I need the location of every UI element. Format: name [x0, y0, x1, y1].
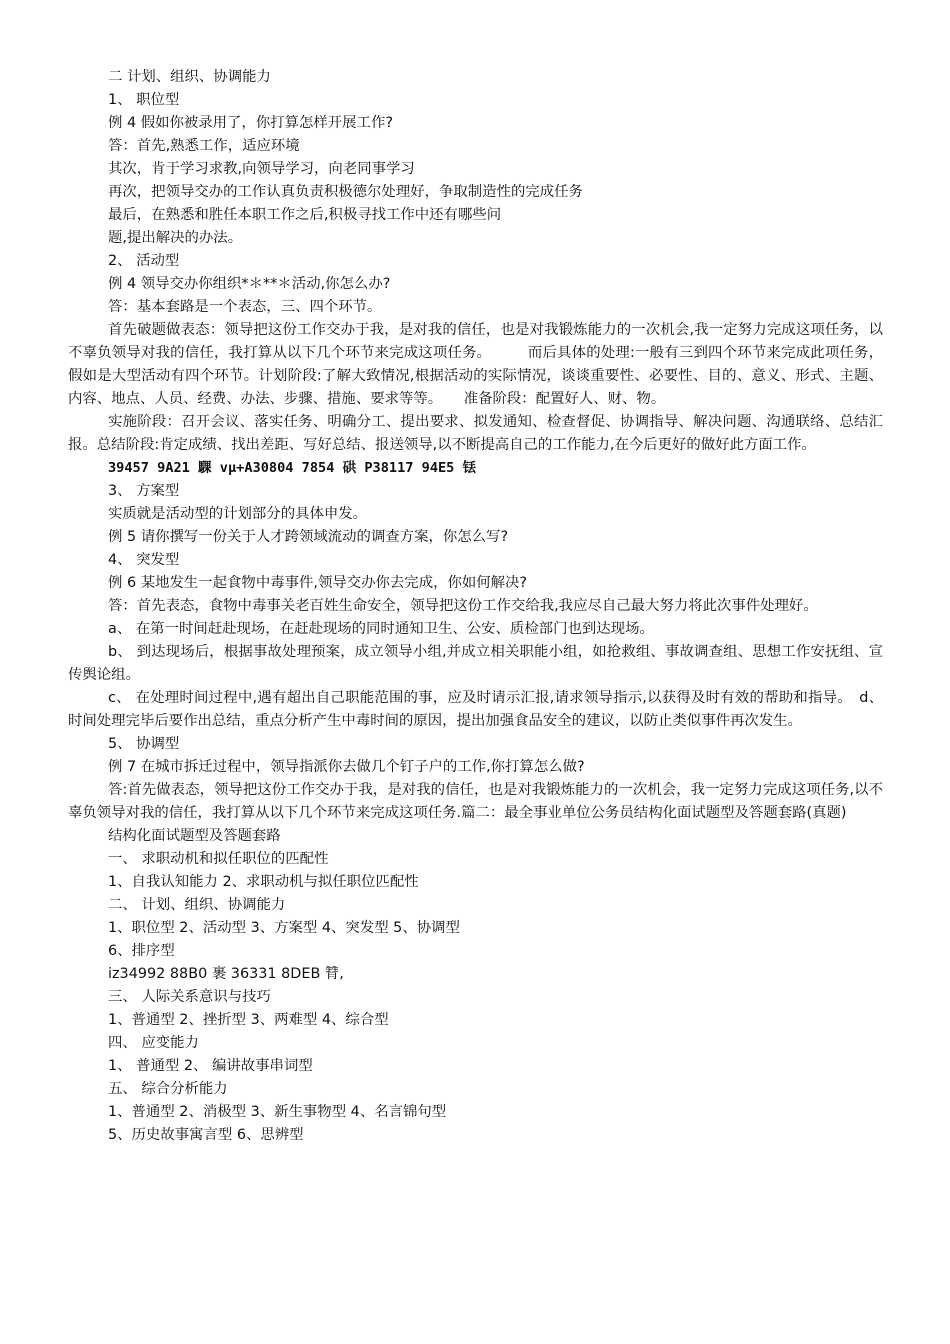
paragraph-coordination-answer: 答:首先做表态，领导把这份工作交办于我，是对我的信任，也是对我锻炼能力的一次机会，我一定努力完成这项任务,以不辜负领导对我的信任，我打算从以下几个环节来完成这项任务.篇二：最全事业单位公务员结构化面试题型及答题套路(真题) [68, 782, 883, 821]
paragraph-implementation: 实施阶段：召开会议、落实任务、明确分工、提出要求、拟发通知、检查督促、协调指导、解决问题、沟通联络、总结汇报。总结阶段:肯定成绩、找出差距、写好总结、报送领导,以不断提高自己的工作能力,在今后更好的做好此方面工作。 [68, 414, 883, 453]
list-item-b: b、 到达现场后，根据事故处理预案，成立领导小组,并成立相关职能小组，如抢救组、事故调查组、思想工作安抚组、宣传舆论组。 [68, 644, 883, 683]
example-6-question: 例 6 某地发生一起食物中毒事件,领导交办你去完成，你如何解决? [108, 575, 528, 591]
section-3-heading: 三、 人际关系意识与技巧 [108, 989, 271, 1005]
section-1-heading: 一、 求职动机和拟任职位的匹配性 [108, 851, 329, 867]
garbled-code-line: 39457 9A21 騍 vμ+A30804 7854 硔 P38117 94E5 铥 [108, 460, 477, 476]
example-7-question: 例 7 在城市拆迁过程中，领导指派你去做几个钉子户的工作,你打算怎么做? [108, 759, 585, 775]
garbled-code-line-2: iz34992 88B0 裹 36331 8DEB 甧, [108, 966, 344, 982]
answer-line-last: 最后，在熟悉和胜任本职工作之后,积极寻找工作中还有哪些问 [108, 207, 502, 223]
section-4-items: 1、 普通型 2、 编讲故事串词型 [108, 1058, 313, 1074]
section-title-structured-interview: 结构化面试题型及答题套路 [108, 828, 281, 844]
section-2-items-cont: 6、排序型 [108, 943, 175, 959]
subheading-plan-type: 3、 方案型 [108, 483, 180, 499]
example-4-question: 例 4 假如你被录用了，你打算怎样开展工作? [108, 115, 393, 131]
heading-plan-organize: 二 计划、组织、协调能力 [108, 69, 271, 85]
example-4-activity-question: 例 4 领导交办你组织*＊**＊活动,你怎么办? [108, 276, 391, 292]
answer-line-first: 答：首先,熟悉工作，适应环境 [108, 138, 300, 154]
document-page [68, 66, 883, 1147]
list-item-c-d: c、 在处理时间过程中,遇有超出自己职能范围的事，应及时请示汇报,请求领导指示,以获得及时有效的帮助和指导。 d、 时间处理完毕后要作出总结，重点分析产生中毒时间的原因，提出加强食品安全的建议，以防止类似事件再次发生。 [68, 690, 883, 729]
example-5-question: 例 5 请你撰写一份关于人才跨领域流动的调查方案，你怎么写? [108, 529, 509, 545]
section-5-heading: 五、 综合分析能力 [108, 1081, 228, 1097]
subheading-activity-type: 2、 活动型 [108, 253, 180, 269]
subheading-emergency-type: 4、 突发型 [108, 552, 180, 568]
section-4-heading: 四、 应变能力 [108, 1035, 199, 1051]
answer-line-last-cont: 题,提出解决的办法。 [108, 230, 243, 246]
subheading-position-type: 1、 职位型 [108, 92, 180, 108]
section-3-items: 1、普通型 2、挫折型 3、两难型 4、综合型 [108, 1012, 389, 1028]
subheading-coordination-type: 5、 协调型 [108, 736, 180, 752]
paragraph-food-poisoning-answer: 答：首先表态，食物中毒事关老百姓生命安全，领导把这份工作交给我,我应尽自己最大努力将此次事件处理好。 [108, 598, 818, 614]
section-5-items-cont: 5、历史故事寓言型 6、思辨型 [108, 1127, 304, 1143]
answer-line-second: 其次，肯于学习求教,向领导学习，向老同事学习 [108, 161, 415, 177]
answer-basic-routine: 答：基本套路是一个表态，三、四个环节。 [108, 299, 382, 315]
section-2-items: 1、职位型 2、活动型 3、方案型 4、突发型 5、协调型 [108, 920, 460, 936]
section-5-items: 1、普通型 2、消极型 3、新生事物型 4、名言锦句型 [108, 1104, 447, 1120]
paragraph-statement: 首先破题做表态：领导把这份工作交办于我，是对我的信任，也是对我锻炼能力的一次机会,我一定努力完成这项任务，以不辜负领导对我的信任，我打算从以下几个环节来完成这项任务。 而后具体的处理:一般有三到四个环节来完成此项任务，假如是大型活动有四个环节。计划阶段:了解大致情况,根据活动的实际情况，谈谈重要性、必要性、目的、意义、形式、主题、内容、地点、人员、经费、办法、步骤、措施、要求等等。 准备阶段：配置好人、财、物。 [68, 322, 883, 407]
list-item-a: a、 在第一时间赶赴现场，在赶赴现场的同时通知卫生、公安、质检部门也到达现场。 [108, 621, 654, 637]
plan-type-essence: 实质就是活动型的计划部分的具体申发。 [108, 506, 368, 522]
section-1-items: 1、自我认知能力 2、求职动机与拟任职位匹配性 [108, 874, 419, 890]
answer-line-third: 再次，把领导交办的工作认真负责积极德尔处理好，争取制造性的完成任务 [108, 184, 583, 200]
section-2-heading: 二、 计划、组织、协调能力 [108, 897, 286, 913]
